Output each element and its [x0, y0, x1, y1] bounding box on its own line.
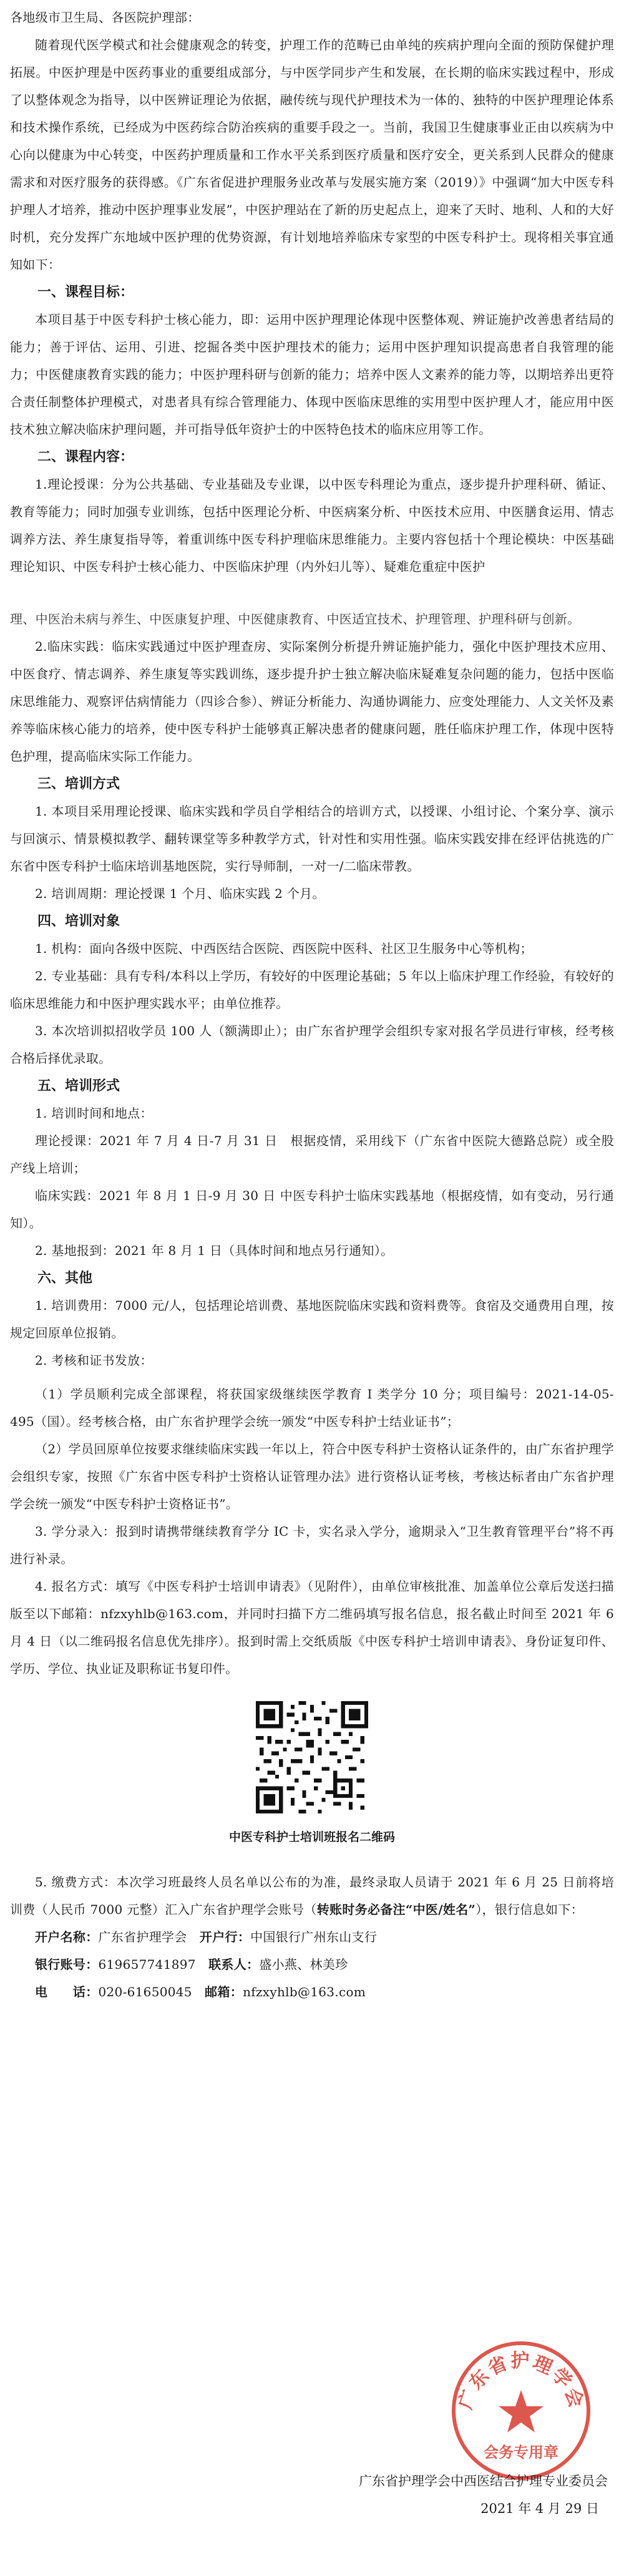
signature-org: 广东省护理学会中西医结合护理专业委员会 [359, 2474, 608, 2489]
bank-label: 银行账号： [35, 1957, 99, 1972]
section-6-payment [10, 1868, 614, 1923]
section-6-cert: 2. 考核和证书发放： [35, 1353, 153, 1368]
section-1-title: 一、课程目标： [37, 284, 134, 300]
bank-label-2: 邮箱： [205, 1984, 243, 1999]
payment-text-b: ），银行信息如下： [475, 1902, 583, 1917]
section-5-p2: 2. 基地报到：2021 年 8 月 1 日（具体时间和地点另行通知）。 [35, 1243, 394, 1258]
bank-value-2[interactable]: nfzxyhlb@163.com [243, 1984, 366, 1999]
section-2-practice: 2.临床实践：临床实践通过中医护理查房、实际案例分析提升辨证施护能力，强化中医护理技术应用、中医食疗、情志调养、养生康复等实践训练，逐步提升护士独立解决临床疑难复杂问题的能力，包括中医临床思维能力、观察评估病情能力（四诊合参）、辨证分析能力、沟通协调能力、应变处理能力、人文关怀及素养等临床核心能力的培养，使中医专科护士能够真正解决患者的健康问题，胜任临床护理工作，体现中医特色护理，提高临床实际工作能力。 [10, 639, 614, 764]
bank-row [10, 1923, 614, 1951]
section-6-cert-2: （2）学员回原单位按要求继续临床实践一年以上，符合中医专科护士资格认证条件的，由广东省护理学会组织专家，按照《广东省中医专科护士资格认证管理办法》进行资格认证考核，考核达标者由广东省护理学会统一颁发“中医专科护士资格证书”。 [10, 1442, 614, 1511]
section-3-p1: 1. 本项目采用理论授课、临床实践和学员自学相结合的培训方式，以授课、小组讨论、个案分享、演示与回演示、情景模拟教学、翻转课堂等多种教学方式，针对性和实用性强。临床实践安排在经评估挑选的广东省中医专科护士临床培训基地医院，实行导师制，一对一/二临床带教。 [10, 804, 614, 874]
section-3-p2: 2. 培训周期：理论授课 1 个月、临床实践 2 个月。 [35, 886, 325, 901]
section-4-p2: 2. 专业基础：具有专科/本科以上学历，有较好的中医理论基础；5 年以上临床护理工作经验，有较好的临床思维能力和中医护理实践水平；由单位推荐。 [10, 968, 614, 1011]
section-5-practice-time: 临床实践：2021 年 8 月 1 日-9 月 30 日 中医专科护士临床实践基地（根据疫情，如有变动，另行通知）。 [10, 1188, 614, 1231]
section-2-theory: 1.理论授课：分为公共基础、专业基础及专业课，以中医专科理论为重点，逐步提升护理科研、循证、教育等能力；同时加强专业训练，包括中医理论分析、中医病案分析、中医技术应用、中医膳食运用、情志调养方法、养生康复指导等，着重训练中医专科护理临床思维能力。主要内容包括十个理论模块：中医基础理论知识、中医专科护士核心能力、中医临床护理（内外妇儿等）、疑难危重症中医护 [10, 477, 614, 574]
section-2-theory-cont: 理、中医治未病与养生、中医康复护理、中医健康教育、中医适宜技术、护理管理、护理科研与创新。 [10, 612, 580, 627]
signature-date: 2021 年 4 月 29 日 [480, 2501, 599, 2516]
section-5-theory-time: 理论授课：2021 年 7 月 4 日-7 月 31 日 根据疫情，采用线下（广东省中医院大德路总院）或全股产线上培训； [10, 1133, 614, 1176]
bank-value-2: 盛小燕、林美珍 [259, 1957, 348, 1972]
section-4-p3: 3. 本次培训拟招收学员 100 人（额满即止）；由广东省护理学会组织专家对报名学员进行审核，经考核合格后择优录取。 [10, 1023, 614, 1066]
bank-label-2: 开户行： [199, 1930, 251, 1944]
bank-value: 广东省护理学会 [98, 1930, 187, 1944]
section-1-text: 本项目基于中医专科护士核心能力，即：运用中医护理理论体现中医整体观、辨证施护改善患者结局的能力；善于评估、运用、引进、挖掘各类中医护理技术的能力；运用中医护理知识提高患者自我管理的能力；中医健康教育实践的能力；中医护理科研与创新的能力；培养中医人文素养的能力等，以期培养出更符合责任制整体护理模式，对患者具有综合管理能力、体现中医临床思维的实用型中医护理人才，能应用中医技术独立解决临床护理问题，并可指导低年资护士的中医特色技术的临床应用等工作。 [10, 312, 614, 437]
qr-code[interactable] [256, 1701, 368, 1813]
payment-text-a: 5. 缴费方式：本次学习班最终人员名单以公布的为准，最终录取人员请于 2021 年 6 月 25 日前将培训费（人民币 7000 元整）汇入广东省护理学会账号（ [10, 1875, 614, 1917]
section-6-cert-1: （1）学员顺利完成全部课程，将获国家级继续医学教育 I 类学分 10 分；项目编号：2021-14-05-495（国）。经考核合格，由广东省护理学会统一颁发“中医专科护士结业证书”； [10, 1387, 614, 1429]
section-6-signup: 4. 报名方式：填写《中医专科护士培训申请表》（见附件），由单位审核批准、加盖单位公章后发送扫描版至以下邮箱：nfzxyhlb@163.com，并同时扫描下方二维码填写报名信息，报名截止时间至 2021 年 6 月 4 日（以二维码报名信息优先排序）。报到时需上交纸质版《中医专科护士培训申请表》、身份证复印件、学历、学位、执业证及职称证书复印件。 [10, 1579, 614, 1676]
bank-label: 电 话： [35, 1984, 99, 1999]
section-6-fee: 1. 培训费用：7000 元/人，包括理论培训费、基地医院临床实践和资料费等。食宿及交通费用自理，按规定回原单位报销。 [10, 1298, 614, 1340]
bank-value: 619657741897 [98, 1957, 196, 1972]
section-2-title: 二、课程内容： [37, 449, 134, 465]
official-seal [449, 2339, 593, 2482]
bank-value-2: 中国银行广州东山支行 [250, 1930, 378, 1944]
bank-row [10, 1951, 614, 1978]
section-3-title: 三、培训方式 [37, 776, 120, 792]
bank-row [10, 1978, 614, 2006]
svg-text:会务专用章: 会务专用章 [484, 2444, 558, 2461]
svg-text:广东省护理学会: 广东省护理学会 [454, 2350, 588, 2413]
section-6-credit: 3. 学分录入：报到时请携带继续教育学分 IC 卡，实名录入学分，逾期录入“卫生教育管理平台”将不再进行补录。 [10, 1524, 614, 1566]
qr-caption: 中医专科护士培训班报名二维码 [228, 1830, 395, 1844]
intro-paragraph: 随着现代医学模式和社会健康观念的转变，护理工作的范畴已由单纯的疾病护理向全面的预防保健护理拓展。中医护理是中医药事业的重要组成部分，与中医学同步产生和发展，在长期的临床实践过程中，形成了以整体观念为指导，以中医辨证理论为依据，融传统与现代护理技术为一体的、独特的中医护理理论体系和技术操作系统，已经成为中医药综合防治疾病的重要手段之一。当前，我国卫生健康事业正由以疾病为中心向以健康为中心转变，中医药护理质量和工作水平关系到医疗质量和医疗安全，更关系到人民群众的健康需求和对医疗服务的获得感。《广东省促进护理服务业改革与发展实施方案（2019）》中强调“加大中医专科护理人才培养，推动中医护理事业发展”，中医护理站在了新的历史起点上，迎来了天时、地利、人和的大好时机，充分发挥广东地域中医护理的优势资源，有计划地培养临床专家型的中医专科护士。现将相关事宜通知如下： [10, 37, 614, 272]
section-4-p1: 1. 机构：面向各级中医院、中西医结合医院、西医院中医科、社区卫生服务中心等机构； [35, 941, 533, 956]
section-4-title: 四、培训对象 [37, 913, 120, 929]
bank-value: 020-61650045 [98, 1984, 192, 1999]
section-5-p1: 1. 培训时间和地点： [35, 1106, 153, 1121]
payment-note: 转账时务必备注“中医/姓名” [316, 1902, 476, 1917]
bank-label: 开户名称： [35, 1930, 99, 1944]
section-6-title: 六、其他 [37, 1270, 93, 1286]
qr-code-block [10, 1701, 614, 1816]
salutation: 各地级市卫生局、各医院护理部： [10, 10, 200, 25]
bank-label-2: 联系人： [208, 1957, 260, 1972]
section-5-title: 五、培训形式 [37, 1078, 120, 1094]
